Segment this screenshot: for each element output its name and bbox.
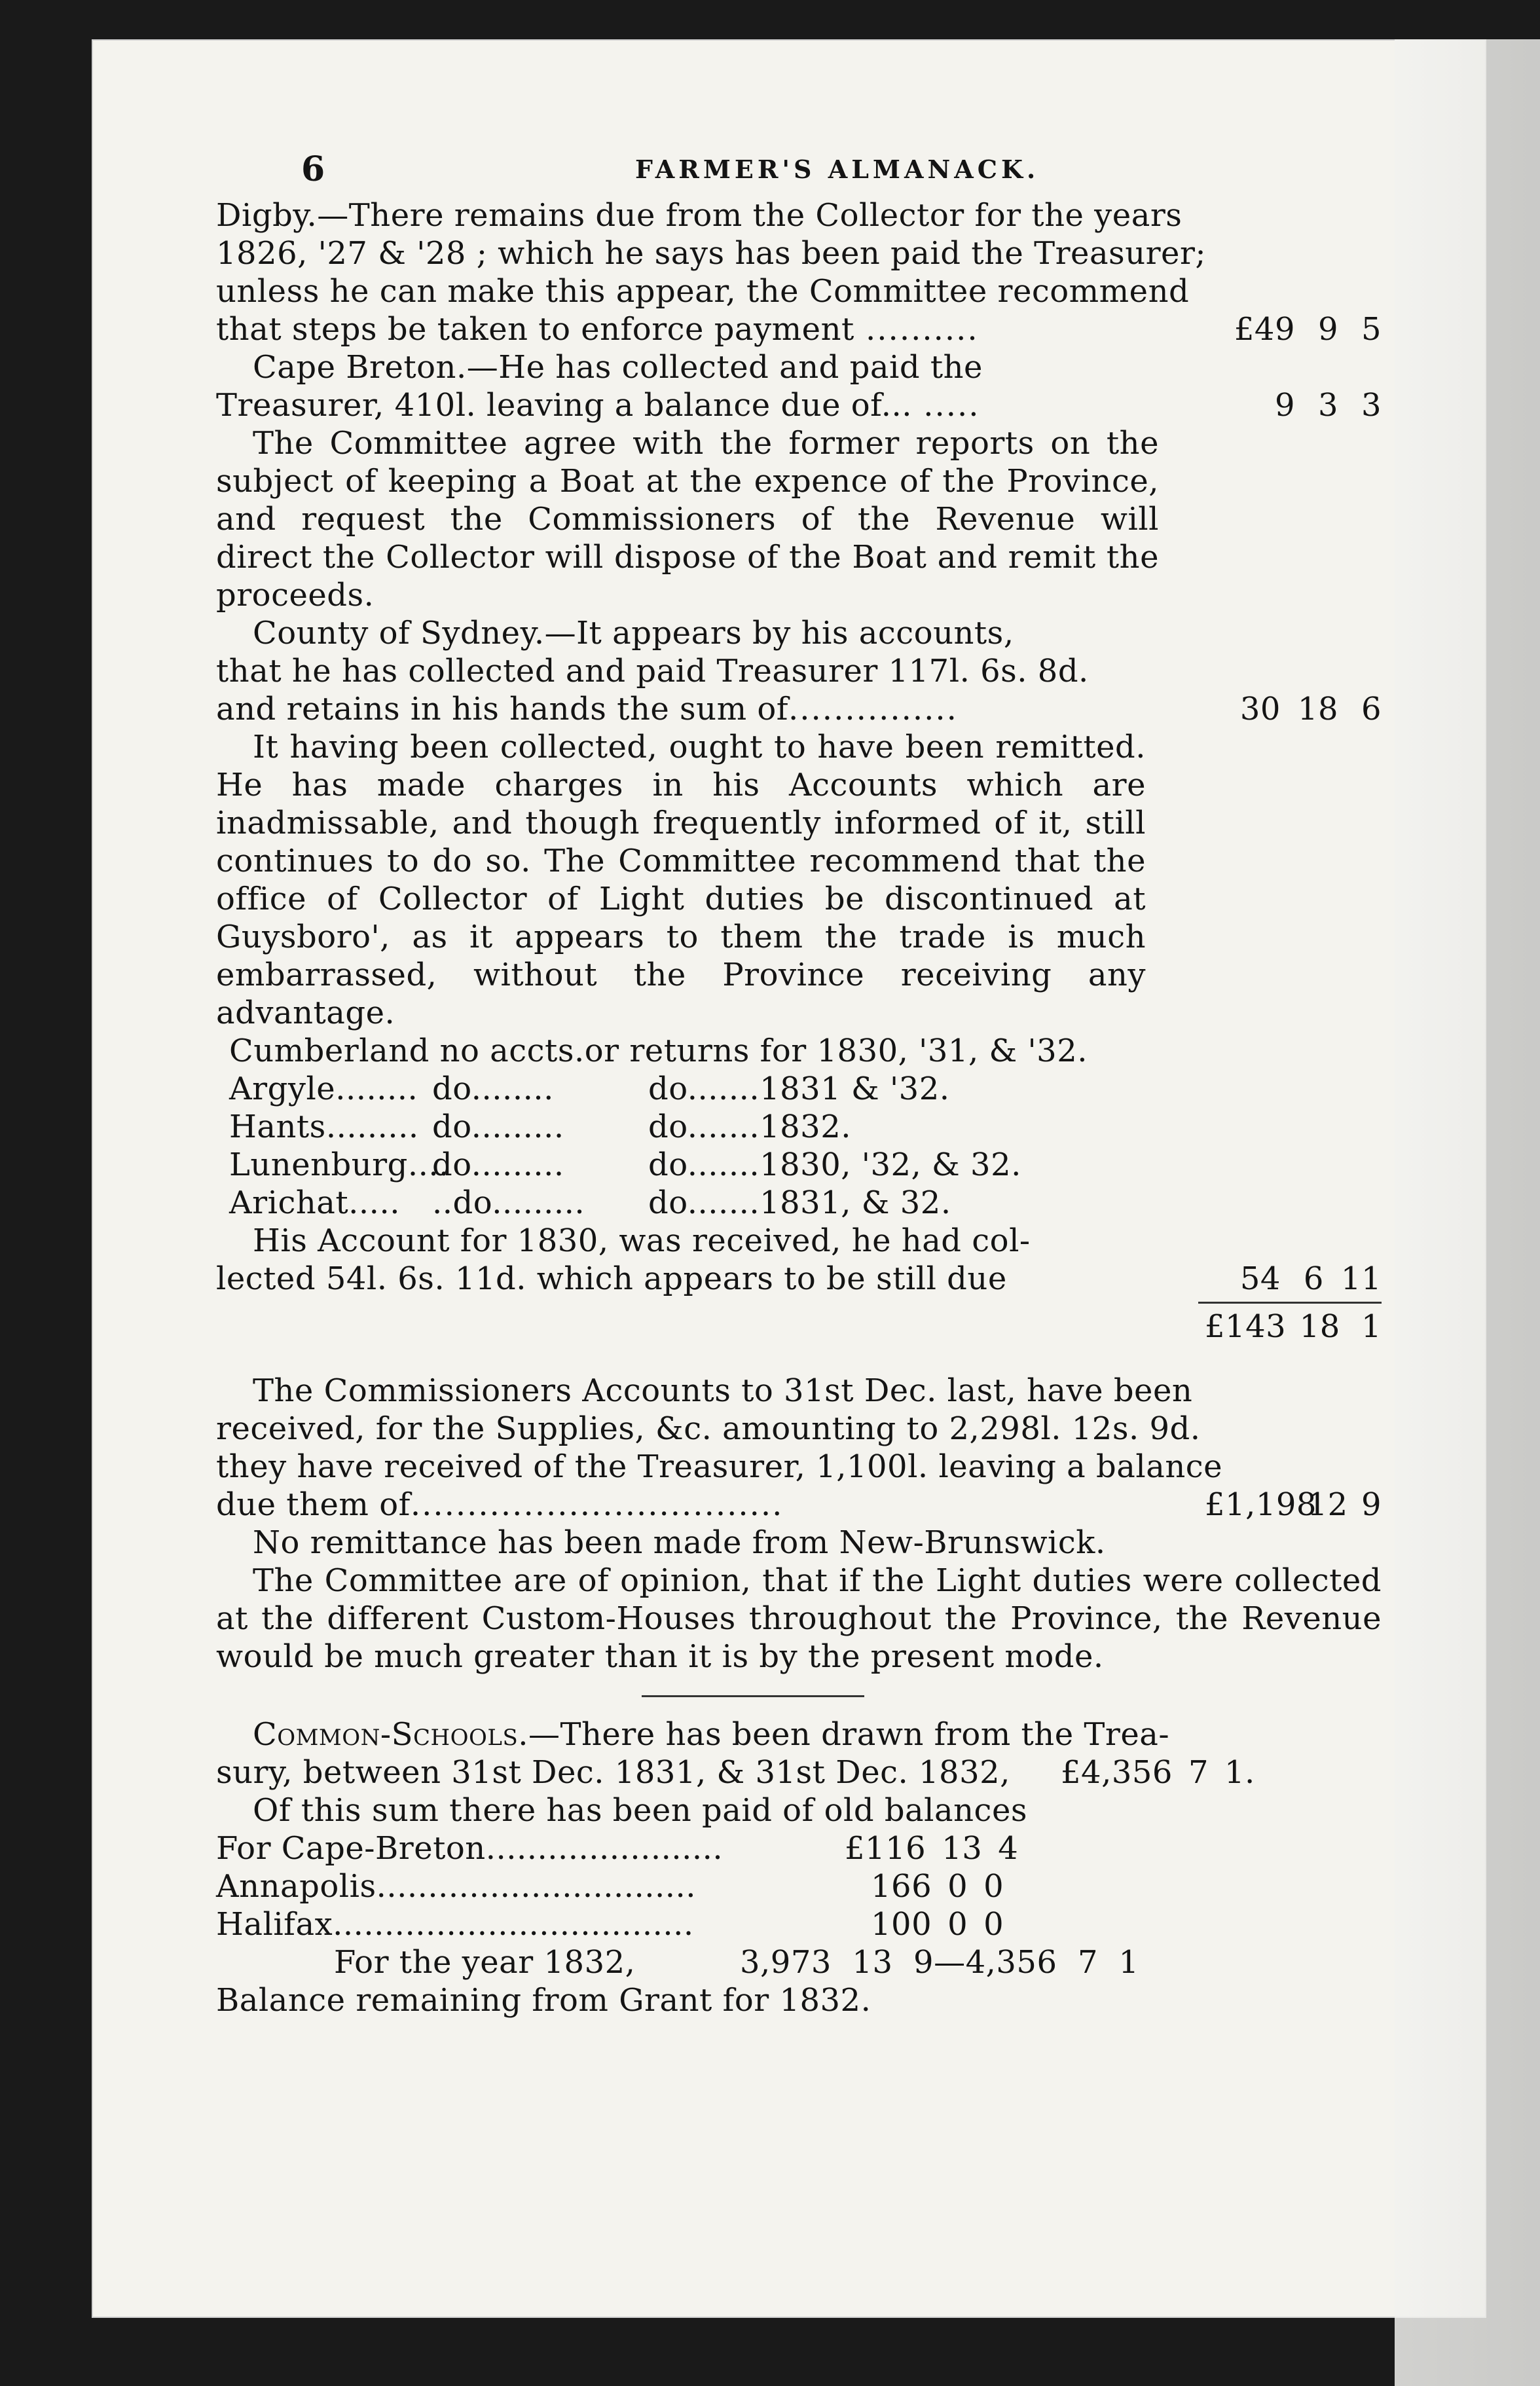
year-row	[216, 1943, 1382, 1981]
text-line: that steps be taken to enforce payment	[216, 311, 854, 348]
text-line: lected 54l. 6s. 11d. which appears to be still due	[216, 1260, 1007, 1297]
text-line: due them of	[216, 1486, 411, 1523]
cape-breton-entry	[216, 348, 1382, 424]
text-line: sury, between 31st Dec. 1831, & 31st Dec. 1832,	[216, 1754, 1010, 1791]
amount-pounds: £1,198	[1205, 1486, 1317, 1523]
amount-shillings: 6	[1303, 1260, 1324, 1297]
amount	[1205, 1486, 1382, 1524]
text-line: Cape Breton.—He has collected and paid the	[253, 349, 983, 386]
light-duties-paragraph: The Committee are of opinion, that if the Light duties were collected at the different Custom-Houses throughout the Province, the Revenue would be much greater than it is by the present mode.	[216, 1562, 1382, 1675]
list-item: For Cape-Breton....................... £116 13 4	[216, 1829, 1382, 1867]
new-brunswick-paragraph: No remittance has been made from New-Brunswick.	[253, 1524, 1106, 1561]
amount-row: that steps be taken to enforce payment .......... £49 9 5	[216, 311, 1382, 348]
page-number: 6	[301, 149, 325, 189]
total-rule	[1198, 1302, 1382, 1304]
list-item	[229, 1108, 1382, 1146]
total-row	[216, 1308, 1382, 1346]
ditto: do.........	[432, 1109, 564, 1145]
running-header	[216, 151, 1382, 196]
amount-pence: 11	[1340, 1260, 1382, 1297]
text-line: Digby.—There remains due from the Collector for the years	[216, 197, 1182, 234]
returns-list	[229, 1032, 1382, 1222]
amount-shillings: 18	[1299, 1308, 1340, 1345]
list-item: Annapolis............................... 166 0 0	[216, 1867, 1382, 1905]
amount-row: and retains in his hands the sum of............... 30 18 6	[216, 691, 1382, 727]
text-line: Treasurer, 410l. leaving a balance due of...	[216, 387, 912, 424]
amount-shillings: 9	[1317, 311, 1338, 348]
ditto: do........	[432, 1071, 554, 1107]
returns-first-line: Cumberland no accts.or returns for 1830, '31, & '32.	[229, 1033, 1088, 1069]
amount-row: Treasurer, 410l. leaving a balance due of... ..... 9 3 3	[216, 387, 1382, 424]
text-line: His Account for 1830, was received, he had col-	[253, 1222, 1031, 1259]
amount: 100 0 0	[871, 1906, 1004, 1943]
text-line: Balance remaining from Grant for 1832.	[216, 1982, 871, 2019]
text-line: Of this sum there has been paid of old balances	[253, 1792, 1027, 1829]
common-schools-section	[216, 1716, 1382, 2019]
amount-pounds: 54	[1239, 1260, 1281, 1297]
text-line: that he has collected and paid Treasurer 117l. 6s. 8d.	[216, 653, 1089, 689]
amount-pence: 1	[1361, 1308, 1382, 1345]
almanac-page	[92, 39, 1486, 2318]
schools-heading: Common-Schools.	[253, 1716, 528, 1753]
running-title: FARMER'S ALMANACK.	[635, 155, 1040, 184]
place: Argyle........	[229, 1071, 418, 1107]
page-content	[216, 151, 1382, 2019]
digby-entry	[216, 196, 1382, 348]
amount-shillings: 18	[1297, 691, 1338, 727]
year-label: For the year 1832,	[334, 1944, 636, 1981]
amount-row	[216, 1753, 1382, 1791]
arichat-account-entry	[216, 1222, 1382, 1298]
amount: 166 0 0	[871, 1868, 1004, 1905]
section-rule	[642, 1695, 864, 1697]
text-line: they have received of the Treasurer, 1,100l. leaving a balance	[216, 1448, 1223, 1485]
amount	[1205, 310, 1382, 348]
amount	[1205, 386, 1382, 424]
amount-pence: 6	[1361, 691, 1382, 727]
facing-page-bleed	[1395, 39, 1540, 2386]
ditto: do.........	[432, 1147, 564, 1183]
years: do.......1831, & 32.	[648, 1184, 951, 1221]
years: do.......1830, '32, & 32.	[648, 1147, 1021, 1183]
amount-shillings: 12	[1307, 1486, 1348, 1523]
text-line: 1826, '27 & '28 ; which he says has been paid the Treasurer;	[216, 235, 1207, 272]
place: Hants.........	[229, 1109, 419, 1145]
ditto: ..do.........	[432, 1184, 585, 1221]
list-item	[229, 1146, 1382, 1184]
text-line: and retains in his hands the sum of	[216, 691, 789, 727]
text-line: County of Sydney.—It appears by his accounts,	[253, 615, 1014, 652]
amount-pence: 9	[1361, 1486, 1382, 1523]
commissioners-entry	[216, 1372, 1382, 1524]
amount	[1205, 1260, 1382, 1298]
guysboro-paragraph: It having been collected, ought to have been remitted. He has made charges in his Accounts which are inadmissable, and though frequently informed of it, still continues to do so. The Committee recommend that the office of Collector of Light duties be discontinued at Guysboro', as it appears to them the trade is much embarrassed, without the Province receiving any advantage.	[216, 729, 1146, 1031]
amount-pence: 3	[1361, 387, 1382, 424]
boat-paragraph: The Committee agree with the former reports on the subject of keeping a Boat at the expence of the Province, and request the Commissioners of the Revenue will direct the Collector will dispose of the Boat and remit the proceeds.	[216, 425, 1159, 614]
list-item	[229, 1070, 1382, 1108]
place: Arichat.....	[229, 1184, 400, 1221]
schools-line: Common-Schools.—There has been drawn from the Trea-	[253, 1716, 1170, 1753]
sydney-entry	[216, 614, 1382, 728]
amount-shillings: 3	[1317, 387, 1338, 424]
total-amount	[1205, 1308, 1382, 1346]
year-value: 3,973 13 9—4,356 7 1	[740, 1944, 1139, 1981]
text-line: The Commissioners Accounts to 31st Dec. last, have been	[253, 1372, 1193, 1409]
amount-pounds: £49	[1234, 311, 1295, 348]
amount-pounds: £143	[1205, 1308, 1287, 1345]
amount-pence: 5	[1361, 311, 1382, 348]
amount-pounds: 9	[1274, 387, 1295, 424]
list-item: Halifax................................... 100 0 0	[216, 1905, 1382, 1943]
text-line: received, for the Supplies, &c. amounting to 2,298l. 12s. 9d.	[216, 1410, 1201, 1447]
text-line: unless he can make this appear, the Committee recommend	[216, 273, 1190, 310]
list-item	[229, 1184, 1382, 1222]
amount-pounds: 30	[1239, 691, 1281, 727]
amount: £4,356 7 1.	[1061, 1754, 1255, 1791]
amount-row: due them of................................. £1,198 12 9	[216, 1486, 1382, 1523]
years: do.......1832.	[648, 1109, 851, 1145]
amount-row	[216, 1260, 1382, 1298]
amount	[1205, 690, 1382, 728]
amount: £116 13 4	[845, 1830, 1019, 1867]
years: do.......1831 & '32.	[648, 1071, 950, 1107]
place: Lunenburg....	[229, 1147, 449, 1183]
